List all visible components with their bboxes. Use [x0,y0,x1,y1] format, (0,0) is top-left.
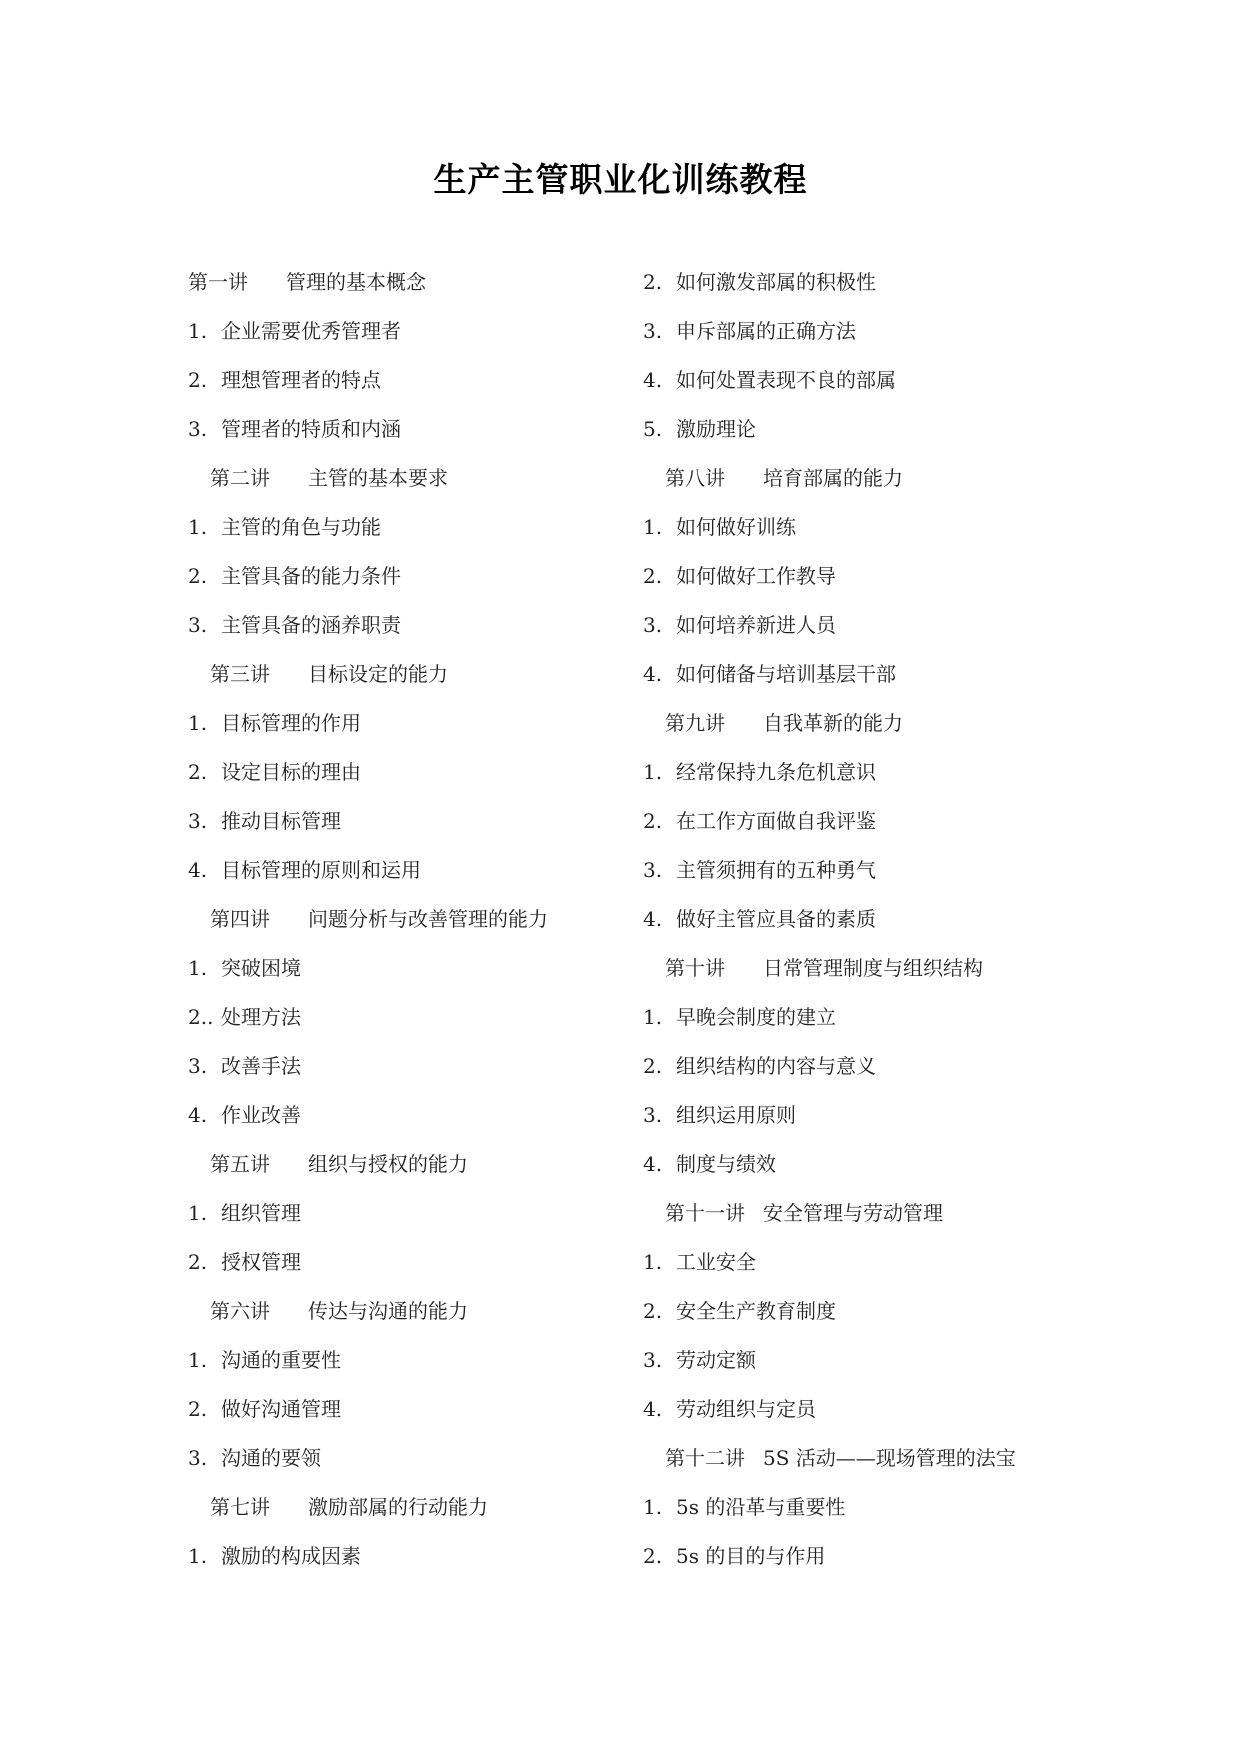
item-number: 1. [643,1495,663,1519]
item-text: 目标管理的原则和运用 [221,858,421,882]
toc-item [643,993,1103,1042]
lecture-heading [643,1434,1103,1483]
item-text: 申斥部属的正确方法 [676,319,856,343]
item-number: 2. [643,564,663,588]
item-text: 沟通的重要性 [221,1348,341,1372]
item-text: 设定目标的理由 [221,760,361,784]
toc-item [643,405,1103,454]
item-number: 1. [188,319,208,343]
lecture-number: 第八讲 [665,466,725,490]
toc-item [188,748,648,797]
lecture-title: 问题分析与改善管理的能力 [308,907,548,931]
item-number: 4. [643,1397,663,1421]
lecture-heading [188,258,648,307]
lecture-number: 第十讲 [665,956,725,980]
item-number: 3. [188,417,208,441]
item-text: 早晚会制度的建立 [676,1005,836,1029]
item-number: 2. [643,809,663,833]
item-text: 主管的角色与功能 [221,515,381,539]
toc-item [643,1091,1103,1140]
item-number: 3. [188,809,208,833]
item-number: 4. [643,662,663,686]
item-number: 4. [643,1152,663,1176]
item-text: 如何做好训练 [676,515,796,539]
lecture-number: 第九讲 [665,711,725,735]
item-number: 2. [188,368,208,392]
lecture-heading [643,1189,1103,1238]
item-text: 授权管理 [221,1250,301,1274]
item-text: 如何储备与培训基层干部 [676,662,896,686]
item-text: 企业需要优秀管理者 [221,319,401,343]
item-text: 组织运用原则 [676,1103,796,1127]
item-text: 工业安全 [676,1250,756,1274]
lecture-heading [188,650,648,699]
item-number: 4. [188,858,208,882]
toc-item [643,356,1103,405]
toc-item [188,356,648,405]
toc-item [188,1532,648,1581]
item-number: 3. [643,613,663,637]
lecture-title: 日常管理制度与组织结构 [763,956,983,980]
toc-item [188,1189,648,1238]
lecture-number: 第三讲 [210,662,270,686]
lecture-title: 组织与授权的能力 [308,1152,468,1176]
item-text: 激励理论 [676,417,756,441]
toc-item [643,1287,1103,1336]
toc-item [643,1532,1103,1581]
lecture-number: 第二讲 [210,466,270,490]
toc-item [188,1385,648,1434]
item-number: 2. [643,1299,663,1323]
toc-item [188,503,648,552]
item-text: 管理者的特质和内涵 [221,417,401,441]
lecture-title: 主管的基本要求 [308,466,448,490]
item-number: 2. [188,564,208,588]
item-number: 1. [188,1544,208,1568]
lecture-heading [188,1140,648,1189]
item-number: 4. [188,1103,208,1127]
item-number: 1. [643,760,663,784]
toc-item [643,846,1103,895]
lecture-heading [188,895,648,944]
item-number: 2. [643,1544,663,1568]
item-number: 1. [188,1348,208,1372]
item-text: 沟通的要领 [221,1446,321,1470]
item-number: 2. [188,1397,208,1421]
item-text: 主管具备的能力条件 [221,564,401,588]
item-text: 突破困境 [221,956,301,980]
toc-item [188,1042,648,1091]
item-number: 2. [188,760,208,784]
lecture-title: 自我革新的能力 [763,711,903,735]
item-text: 如何做好工作教导 [676,564,836,588]
toc-item [188,552,648,601]
toc-item [643,1483,1103,1532]
toc-item [188,699,648,748]
lecture-title: 安全管理与劳动管理 [763,1201,943,1225]
item-number: 4. [643,368,663,392]
lecture-title: 目标设定的能力 [308,662,448,686]
toc-item [188,993,648,1042]
lecture-number: 第一讲 [188,270,248,294]
item-number: 2.. [188,1005,214,1029]
page-title: 生产主管职业化训练教程 [433,160,808,199]
item-text: 理想管理者的特点 [221,368,381,392]
item-text: 推动目标管理 [221,809,341,833]
item-text: 做好主管应具备的素质 [676,907,876,931]
item-text: 在工作方面做自我评鉴 [676,809,876,833]
lecture-number: 第十二讲 [665,1446,745,1470]
item-text: 劳动组织与定员 [676,1397,816,1421]
item-number: 2. [643,270,663,294]
toc-item [643,1385,1103,1434]
lecture-number: 第六讲 [210,1299,270,1323]
item-number: 3. [643,1348,663,1372]
lecture-number: 第七讲 [210,1495,270,1519]
item-text: 5s 的沿革与重要性 [676,1495,846,1519]
lecture-number: 第五讲 [210,1152,270,1176]
item-number: 3. [643,319,663,343]
toc-item [643,1140,1103,1189]
item-number: 3. [188,1446,208,1470]
item-number: 1. [188,956,208,980]
item-number: 3. [643,858,663,882]
toc-item [643,552,1103,601]
lecture-title: 激励部属的行动能力 [308,1495,488,1519]
item-text: 作业改善 [221,1103,301,1127]
item-number: 5. [643,417,663,441]
toc-item [643,258,1103,307]
item-text: 经常保持九条危机意识 [676,760,876,784]
item-text: 劳动定额 [676,1348,756,1372]
toc-item [188,1238,648,1287]
item-text: 改善手法 [221,1054,301,1078]
lecture-heading [188,1287,648,1336]
toc-item [188,601,648,650]
lecture-title: 培育部属的能力 [763,466,903,490]
toc-item [643,650,1103,699]
item-number: 1. [643,1250,663,1274]
toc-item [643,797,1103,846]
item-number: 3. [188,1054,208,1078]
item-number: 2. [188,1250,208,1274]
item-text: 组织结构的内容与意义 [676,1054,876,1078]
item-text: 处理方法 [221,1005,301,1029]
toc-item [643,895,1103,944]
lecture-title: 5S 活动——现场管理的法宝 [763,1446,1016,1470]
item-number: 1. [188,711,208,735]
toc-item [188,1091,648,1140]
toc-item [643,1336,1103,1385]
lecture-heading [188,454,648,503]
toc-left-column [188,258,648,1581]
item-text: 安全生产教育制度 [676,1299,836,1323]
toc-item [643,1042,1103,1091]
lecture-heading [643,699,1103,748]
lecture-heading [643,944,1103,993]
lecture-title: 传达与沟通的能力 [308,1299,468,1323]
item-number: 1. [643,515,663,539]
item-number: 3. [188,613,208,637]
lecture-heading [643,454,1103,503]
item-text: 制度与绩效 [676,1152,776,1176]
toc-item [188,1434,648,1483]
item-number: 2. [643,1054,663,1078]
toc-item [188,797,648,846]
item-number: 3. [643,1103,663,1127]
item-text: 组织管理 [221,1201,301,1225]
toc-item [188,405,648,454]
toc-item [643,1238,1103,1287]
lecture-heading [188,1483,648,1532]
item-text: 做好沟通管理 [221,1397,341,1421]
item-text: 5s 的目的与作用 [676,1544,826,1568]
toc-item [643,748,1103,797]
toc-item [643,601,1103,650]
item-text: 主管须拥有的五种勇气 [676,858,876,882]
lecture-title: 管理的基本概念 [286,270,426,294]
item-number: 1. [643,1005,663,1029]
item-text: 如何激发部属的积极性 [676,270,876,294]
lecture-number: 第四讲 [210,907,270,931]
item-text: 激励的构成因素 [221,1544,361,1568]
item-number: 4. [643,907,663,931]
toc-item [188,307,648,356]
lecture-number: 第十一讲 [665,1201,745,1225]
item-number: 1. [188,515,208,539]
toc-item [643,503,1103,552]
item-text: 目标管理的作用 [221,711,361,735]
toc-item [188,1336,648,1385]
toc-item [188,846,648,895]
item-text: 如何培养新进人员 [676,613,836,637]
toc-item [643,307,1103,356]
item-number: 1. [188,1201,208,1225]
item-text: 如何处置表现不良的部属 [676,368,896,392]
item-text: 主管具备的涵养职责 [221,613,401,637]
toc-item [188,944,648,993]
toc-right-column [643,258,1103,1581]
